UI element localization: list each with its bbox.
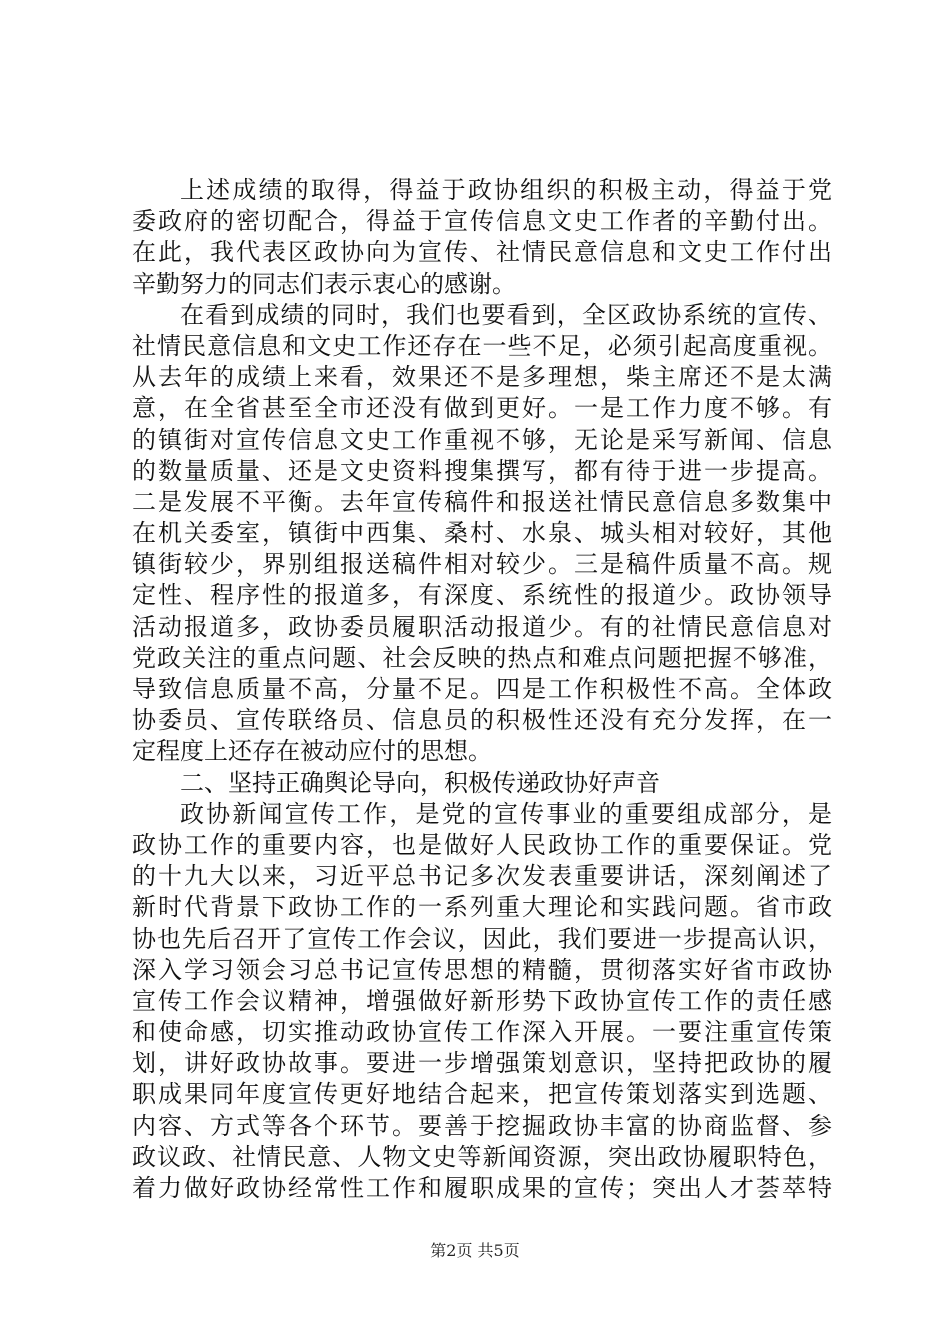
text-line: 着力做好政协经常性工作和履职成果的宣传；突出人才荟萃特 — [132, 1174, 832, 1202]
paragraph — [132, 300, 832, 768]
text-line: 宣传工作会议精神，增强做好新形势下政协宣传工作的责任感 — [132, 986, 832, 1015]
text-line: 辛勤努力的同志们表示衷心的感谢。 — [132, 269, 516, 298]
text-line: 定程度上还存在被动应付的思想。 — [132, 737, 492, 766]
text-line: 协也先后召开了宣传工作会议，因此，我们要进一步提高认识， — [132, 924, 832, 953]
text-line: 划，讲好政协故事。要进一步增强策划意识，坚持把政协的履 — [132, 1049, 832, 1078]
text-line: 的十九大以来，习近平总书记多次发表重要讲话，深刻阐述了 — [132, 862, 832, 891]
text-line: 导致信息质量不高，分量不足。四是工作积极性不高。全体政 — [132, 675, 832, 703]
text-line: 内容、方式等各个环节。要善于挖掘政协丰富的协商监督、参 — [132, 1111, 832, 1140]
text-line: 新时代背景下政协工作的一系列重大理论和实践问题。省市政 — [132, 893, 832, 922]
text-line: 的数量质量、还是文史资料搜集撰写，都有待于进一步提高。 — [132, 456, 832, 485]
text-line: 定性、程序性的报道多，有深度、系统性的报道少。政协领导 — [132, 581, 832, 610]
paragraph — [132, 799, 832, 1204]
text-line: 委政府的密切配合，得益于宣传信息文史工作者的辛勤付出。 — [132, 207, 832, 236]
document-body — [132, 175, 832, 1204]
section-heading — [132, 768, 832, 799]
text-line: 的镇街对宣传信息文史工作重视不够，无论是采写新闻、信息 — [132, 425, 832, 454]
text-line: 协委员、宣传联络员、信息员的积极性还没有充分发挥，在一 — [132, 706, 832, 735]
text-line: 职成果同年度宣传更好地结合起来，把宣传策划落实到选题、 — [132, 1080, 832, 1109]
text-line: 党政关注的重点问题、社会反映的热点和难点问题把握不够准， — [132, 643, 832, 672]
text-line: 二、坚持正确舆论导向，积极传递政协好声音 — [180, 768, 660, 797]
text-line: 意，在全省甚至全市还没有做到更好。一是工作力度不够。有 — [132, 394, 832, 423]
text-line: 政协新闻宣传工作，是党的宣传事业的重要组成部分，是 — [180, 799, 832, 828]
text-line: 二是发展不平衡。去年宣传稿件和报送社情民意信息多数集中 — [132, 487, 832, 516]
text-line: 在看到成绩的同时，我们也要看到，全区政协系统的宣传、 — [180, 300, 832, 329]
text-line: 活动报道多，政协委员履职活动报道少。有的社情民意信息对 — [132, 612, 832, 641]
text-line: 在此，我代表区政协向为宣传、社情民意信息和文史工作付出 — [132, 238, 832, 267]
text-line: 深入学习领会习总书记宣传思想的精髓，贯彻落实好省市政协 — [132, 955, 832, 984]
text-line: 社情民意信息和文史工作还存在一些不足，必须引起高度重视。 — [132, 331, 832, 360]
text-line: 上述成绩的取得，得益于政协组织的积极主动，得益于党 — [180, 176, 832, 204]
text-line: 政协工作的重要内容，也是做好人民政协工作的重要保证。党 — [132, 830, 832, 859]
text-line: 在机关委室，镇街中西集、桑村、水泉、城头相对较好，其他 — [132, 519, 832, 548]
text-line: 从去年的成绩上来看，效果还不是多理想，柴主席还不是太满 — [132, 363, 832, 392]
text-line: 镇街较少，界别组报送稿件相对较少。三是稿件质量不高。规 — [132, 550, 832, 579]
paragraph — [132, 175, 832, 300]
text-line: 和使命感，切实推动政协宣传工作深入开展。一要注重宣传策 — [132, 1018, 832, 1047]
text-line: 政议政、社情民意、人物文史等新闻资源，突出政协履职特色， — [132, 1142, 832, 1171]
page-footer: 第2页 共5页 — [430, 1241, 520, 1260]
